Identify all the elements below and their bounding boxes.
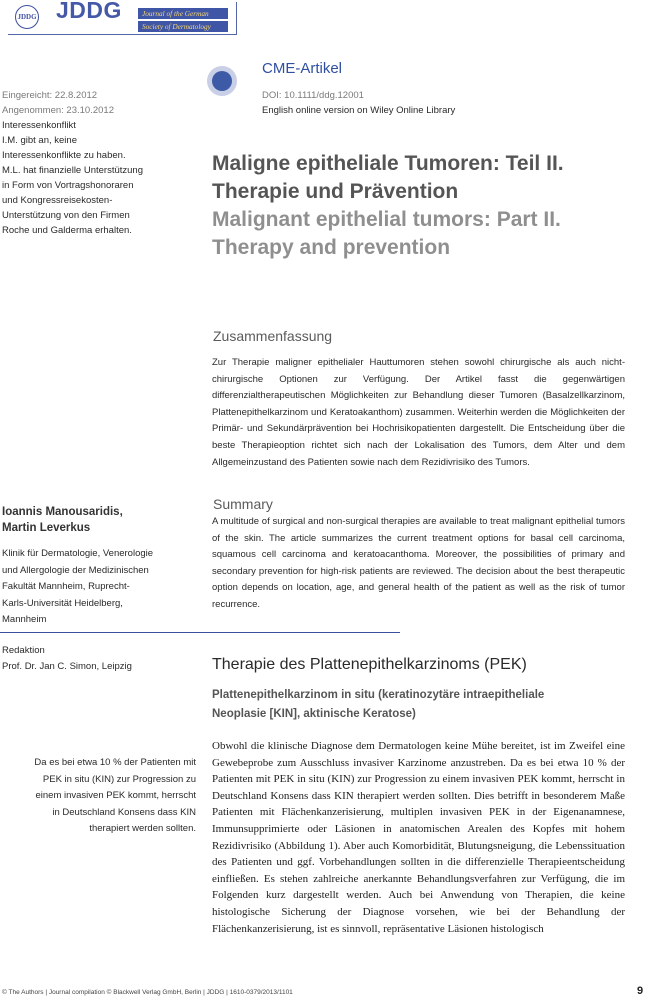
title-german-line1: Maligne epitheliale Tumoren: Teil II. [212,152,564,175]
journal-seal-icon: JDDG [15,5,39,29]
page-number: 9 [637,985,644,997]
title-english-line2: Therapy and prevention [212,236,451,259]
journal-name-bar [138,21,228,32]
section-title: Therapie des Plattenepithelkarzinoms (PEK) [212,656,527,673]
title-english [212,206,632,262]
title-german-line2: Therapie und Prävention [212,180,459,203]
footer: © The Authors | Journal compilation © Blackwell Verlag GmbH, Berlin | JDDG | 1610-0379/2013/1101 [2,989,293,996]
affiliation-line: Klinik für Dermatologie, Venerologie [2,548,154,559]
conflict-line: Unterstützung von den Firmen [2,210,130,221]
title-german [212,150,632,206]
abstract-german-heading: Zusammenfassung [213,328,333,344]
conflict-line: M.L. hat finanzielle Unterstützung [2,165,143,176]
affiliation-line: und Allergologie der Medizinischen [2,564,149,576]
accepted-date: Angenommen: 23.10.2012 [2,105,114,116]
doi: DOI: 10.1111/ddg.12001 [262,90,364,101]
pull-quote-line: therapiert werden sollten. [89,823,196,834]
subsection-title-line2: Neoplasie [KIN], aktinische Keratose) [212,708,416,720]
received-date: Eingereicht: 22.8.2012 [2,90,98,101]
redaktion [2,643,202,674]
body-text: Obwohl die klinische Diagnose dem Dermatologen keine Mühe bereitet, ist im Zweifel eine Gewebeprobe zum Ausschluss invasiver Karzinome anzustreben. Da es bei etwa 10 % der Patienten mit PEK in situ (KIN) zur Progression zu einem invasiven PEK kommt, herrscht in Deutschland Konsens dass KIN therapiert werden sollten. Dies betrifft in besonderem Maße Patienten mit Flächenkanzerisierung, multiplen invasiven PEK in der Eigenanamnese, Immunsupprimierte oder Läsionen in anatomischen Arealen des Kopfes mit hohem Rezidivrisiko (Abbildung 1). Aber auch Komorbidität, Blutungsneigung, die Lebenssituation des Patienten und ggf. Vorbehandlungen sollten in die differenzielle Therapieentscheidung einfließen. Es stehen zahlreiche anerkannte Behandlungsverfahren zur Verfügung, die im Folgenden kurz dargestellt werden. Auch bei Anwendung von Therapien, die keine histologische Sicherung der Diagnose vorsehen, wie bei der Behandlung der Flächenkanzerisierung, ist es sinnvoll, repräsentative Läsionen histologisch [212,740,625,935]
conflict-line: Roche und Galderma erhalten. [2,225,132,236]
journal-logo: JDDG [56,0,122,23]
affiliation-line: Fakultät Mannheim, Ruprecht- [2,581,130,592]
conflict-heading: Interessenkonflikt [2,120,76,131]
affiliation [2,546,192,629]
abstract-german-text: Zur Therapie maligner epithelialer Hauttumoren stehen sowohl chirurgische als auch nicht-chirurgische Optionen zur Verfügung. Der Artikel fasst die gegenwärtigen differenzialtherapeutischen Möglichkeiten zur Behandlung dieser Tumoren (Basalzellkarzinom, Plattenepithelkarzinom und Keratoakanthom) zusammen. Weiterhin werden die Möglichkeiten der Primär- und Sekundärprävention bei Hochrisikopatienten dargestellt. Die Entscheidung über die beste Therapieoption richtet sich nach der Lokalisation des Tumors, dem Alter und dem Allgemeinzustand des Patienten sowie nach dem Rezidivrisiko des Tumors. [212,357,625,468]
cme-title: CME-Artikel [262,60,343,77]
affiliation-line: Karls-Universität Heidelberg, [2,597,123,609]
pull-quote-line: PEK in situ (KIN) zur Progression zu [42,773,196,785]
conflict-line: in Form von Vortragshonoraren [2,180,134,191]
subsection-title [212,686,622,724]
conflict-line: und Kongressreisekosten- [2,195,113,206]
cme-badge-icon [207,66,237,96]
redaktion-editor: Prof. Dr. Jan C. Simon, Leipzig [2,660,132,672]
conflict-line: I.M. gibt an, keine [2,135,77,146]
author-line: Martin Leverkus [2,522,91,534]
subsection-title-line1: Plattenepithelkarzinom in situ (keratinozytäre intraepitheliale [212,689,545,701]
pull-quote [20,755,196,838]
divider [0,632,400,633]
author-line: Ioannis Manousaridis, [2,506,123,518]
abstract-english-text: A multitude of surgical and non-surgical therapies are available to treat malignant epithelial tumors of the skin. The article summarizes the current treatment options for basal cell carcinoma, squamous cell carcinoma and keratoacanthoma. Moreover, the possibilities of primary and secondary prevention for high-risk patients are reviewed. The decision about the best therapeutic option depends on location, age, and general health of the patient as well as the risk of tumor recurrence. [212,516,625,610]
pull-quote-line: Da es bei etwa 10 % der Patienten mit [34,757,196,768]
abstract-english-heading: Summary [213,496,273,512]
authors [2,504,192,536]
title-english-line1: Malignant epithelial tumors: Part II. [212,208,561,231]
affiliation-line: Mannheim [2,614,47,625]
redaktion-label: Redaktion [2,645,45,656]
pull-quote-line: in Deutschland Konsens dass KIN [52,806,196,818]
journal-name-line1: Journal of the German [142,9,209,18]
article-meta [2,88,187,238]
english-version-note: English online version on Wiley Online Library [262,105,456,116]
journal-name-bar [138,8,228,19]
journal-name-line2: Society of Dermatology [142,22,211,31]
conflict-line: Interessenkonflikte zu haben. [2,150,126,161]
pull-quote-line: einem invasiven PEK kommt, herrscht [35,790,196,801]
